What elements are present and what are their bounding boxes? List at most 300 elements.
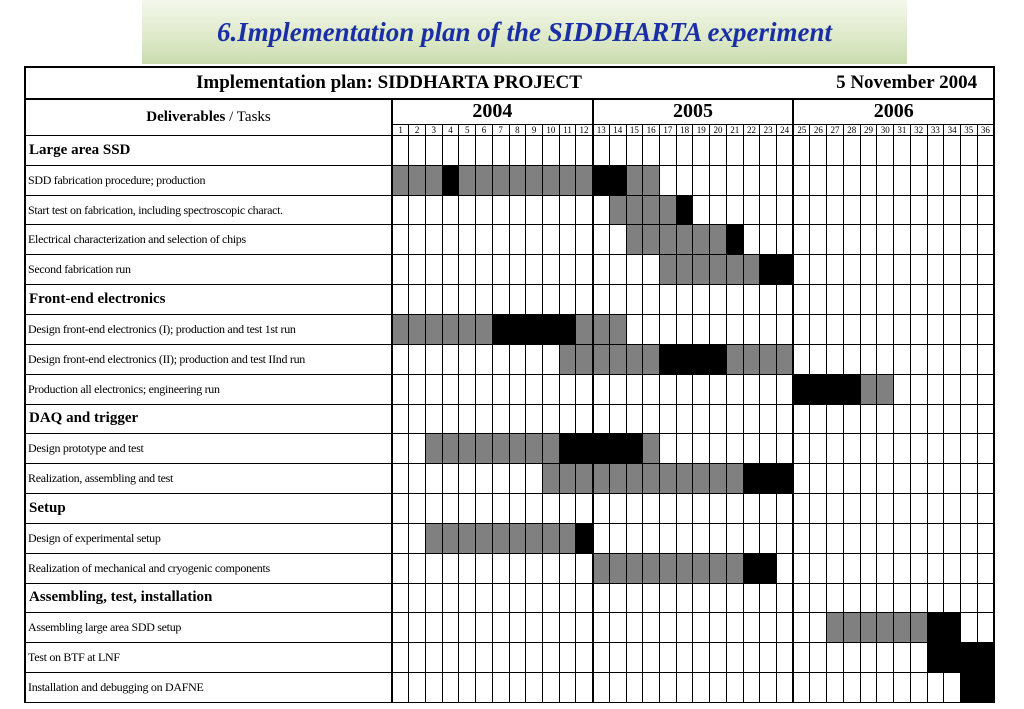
gantt-cell-m6 (476, 135, 493, 165)
gantt-cell-m5 (459, 165, 476, 195)
gantt-cell-m12 (576, 553, 593, 583)
gantt-cell-m26 (810, 255, 827, 285)
section-row (25, 583, 994, 613)
gantt-cell-m10 (542, 225, 559, 255)
gantt-cell-m18 (676, 165, 693, 195)
gantt-cell-m29 (860, 583, 877, 613)
gantt-cell-m24 (777, 314, 794, 344)
gantt-cell-m22 (743, 135, 760, 165)
gantt-cell-m25 (793, 344, 810, 374)
gantt-cell-m10 (542, 613, 559, 643)
gantt-cell-m31 (894, 523, 911, 553)
gantt-cell-m10 (542, 434, 559, 464)
gantt-cell-m13 (593, 643, 610, 673)
gantt-cell-m12 (576, 135, 593, 165)
gantt-cell-m10 (542, 195, 559, 225)
gantt-cell-m26 (810, 374, 827, 404)
gantt-cell-m27 (827, 314, 844, 344)
gantt-cell-m28 (843, 165, 860, 195)
gantt-cell-m11 (559, 195, 576, 225)
gantt-cell-m11 (559, 643, 576, 673)
gantt-cell-m34 (944, 434, 961, 464)
gantt-cell-m16 (643, 613, 660, 643)
month-2: 2 (409, 124, 426, 135)
month-22: 22 (743, 124, 760, 135)
gantt-cell-m10 (542, 494, 559, 524)
gantt-cell-m30 (877, 404, 894, 434)
gantt-cell-m26 (810, 404, 827, 434)
gantt-cell-m11 (559, 225, 576, 255)
gantt-cell-m33 (927, 583, 944, 613)
gantt-cell-m33 (927, 553, 944, 583)
gantt-cell-m2 (409, 135, 426, 165)
gantt-cell-m36 (977, 135, 994, 165)
gantt-cell-m24 (777, 464, 794, 494)
gantt-cell-m31 (894, 404, 911, 434)
gantt-cell-m6 (476, 195, 493, 225)
gantt-cell-m30 (877, 553, 894, 583)
gantt-cell-m22 (743, 285, 760, 315)
gantt-cell-m16 (643, 643, 660, 673)
gantt-cell-m9 (526, 523, 543, 553)
gantt-cell-m2 (409, 404, 426, 434)
gantt-cell-m18 (676, 523, 693, 553)
gantt-cell-m16 (643, 255, 660, 285)
gantt-cell-m28 (843, 404, 860, 434)
gantt-cell-m16 (643, 553, 660, 583)
gantt-cell-m1 (392, 553, 409, 583)
gantt-cell-m7 (492, 135, 509, 165)
gantt-cell-m2 (409, 374, 426, 404)
gantt-cell-m5 (459, 195, 476, 225)
gantt-cell-m4 (442, 494, 459, 524)
gantt-cell-m7 (492, 374, 509, 404)
gantt-cell-m3 (425, 285, 442, 315)
gantt-cell-m24 (777, 135, 794, 165)
gantt-cell-m4 (442, 255, 459, 285)
gantt-cell-m5 (459, 613, 476, 643)
gantt-cell-m16 (643, 523, 660, 553)
gantt-cell-m34 (944, 523, 961, 553)
gantt-cell-m31 (894, 673, 911, 703)
gantt-cell-m19 (693, 135, 710, 165)
gantt-cell-m13 (593, 225, 610, 255)
gantt-cell-m19 (693, 314, 710, 344)
gantt-cell-m1 (392, 225, 409, 255)
gantt-cell-m35 (960, 195, 977, 225)
gantt-cell-m36 (977, 553, 994, 583)
gantt-cell-m18 (676, 344, 693, 374)
gantt-cell-m13 (593, 404, 610, 434)
header-separator: / (225, 108, 237, 125)
gantt-cell-m35 (960, 494, 977, 524)
gantt-cell-m7 (492, 673, 509, 703)
gantt-cell-m23 (760, 404, 777, 434)
task-row (25, 225, 994, 255)
gantt-cell-m10 (542, 135, 559, 165)
gantt-cell-m36 (977, 643, 994, 673)
gantt-cell-m19 (693, 583, 710, 613)
task-label: Design of experimental setup (25, 523, 392, 553)
gantt-cell-m23 (760, 643, 777, 673)
task-row (25, 255, 994, 285)
gantt-cell-m12 (576, 464, 593, 494)
year-header-2005: 2005 (593, 99, 794, 124)
gantt-cell-m29 (860, 673, 877, 703)
gantt-cell-m27 (827, 523, 844, 553)
gantt-cell-m2 (409, 344, 426, 374)
gantt-cell-m25 (793, 673, 810, 703)
gantt-cell-m2 (409, 434, 426, 464)
gantt-cell-m12 (576, 583, 593, 613)
gantt-cell-m25 (793, 225, 810, 255)
month-9: 9 (526, 124, 543, 135)
gantt-cell-m27 (827, 135, 844, 165)
task-row (25, 464, 994, 494)
gantt-cell-m32 (910, 583, 927, 613)
gantt-cell-m7 (492, 195, 509, 225)
gantt-cell-m20 (710, 553, 727, 583)
month-26: 26 (810, 124, 827, 135)
gantt-cell-m36 (977, 583, 994, 613)
gantt-cell-m15 (626, 553, 643, 583)
gantt-cell-m3 (425, 314, 442, 344)
gantt-cell-m15 (626, 225, 643, 255)
gantt-cell-m30 (877, 613, 894, 643)
gantt-cell-m35 (960, 613, 977, 643)
gantt-cell-m27 (827, 255, 844, 285)
gantt-cell-m15 (626, 374, 643, 404)
gantt-cell-m35 (960, 523, 977, 553)
gantt-cell-m35 (960, 225, 977, 255)
gantt-cell-m19 (693, 643, 710, 673)
gantt-cell-m8 (509, 464, 526, 494)
gantt-cell-m32 (910, 344, 927, 374)
section-label: Assembling, test, installation (25, 583, 392, 613)
gantt-cell-m12 (576, 195, 593, 225)
gantt-cell-m7 (492, 314, 509, 344)
gantt-cell-m23 (760, 225, 777, 255)
gantt-cell-m10 (542, 344, 559, 374)
gantt-cell-m13 (593, 553, 610, 583)
gantt-cell-m34 (944, 344, 961, 374)
gantt-cell-m11 (559, 314, 576, 344)
gantt-cell-m17 (660, 613, 677, 643)
gantt-cell-m1 (392, 195, 409, 225)
gantt-cell-m19 (693, 374, 710, 404)
gantt-cell-m16 (643, 314, 660, 344)
gantt-cell-m1 (392, 583, 409, 613)
gantt-cell-m25 (793, 374, 810, 404)
gantt-cell-m15 (626, 195, 643, 225)
gantt-cell-m5 (459, 344, 476, 374)
section-label: Setup (25, 494, 392, 524)
gantt-cell-m14 (609, 165, 626, 195)
gantt-cell-m28 (843, 255, 860, 285)
task-row (25, 344, 994, 374)
gantt-cell-m34 (944, 613, 961, 643)
plan-title-cell (25, 67, 994, 99)
month-1: 1 (392, 124, 409, 135)
gantt-cell-m7 (492, 285, 509, 315)
gantt-cell-m26 (810, 195, 827, 225)
gantt-cell-m17 (660, 404, 677, 434)
gantt-cell-m28 (843, 583, 860, 613)
gantt-cell-m9 (526, 314, 543, 344)
gantt-cell-m12 (576, 494, 593, 524)
gantt-cell-m1 (392, 314, 409, 344)
gantt-cell-m29 (860, 374, 877, 404)
gantt-cell-m28 (843, 553, 860, 583)
gantt-cell-m5 (459, 673, 476, 703)
gantt-cell-m32 (910, 285, 927, 315)
gantt-cell-m6 (476, 344, 493, 374)
gantt-cell-m27 (827, 553, 844, 583)
gantt-cell-m31 (894, 225, 911, 255)
gantt-cell-m35 (960, 285, 977, 315)
gantt-cell-m26 (810, 464, 827, 494)
gantt-cell-m13 (593, 523, 610, 553)
gantt-cell-m32 (910, 553, 927, 583)
gantt-cell-m23 (760, 285, 777, 315)
gantt-cell-m10 (542, 673, 559, 703)
gantt-cell-m33 (927, 404, 944, 434)
gantt-cell-m1 (392, 135, 409, 165)
plan-date: 5 November 2004 (836, 72, 978, 93)
gantt-cell-m11 (559, 255, 576, 285)
task-label: Realization of mechanical and cryogenic components (25, 553, 392, 583)
gantt-cell-m23 (760, 613, 777, 643)
gantt-cell-m25 (793, 523, 810, 553)
gantt-cell-m11 (559, 135, 576, 165)
gantt-cell-m33 (927, 464, 944, 494)
gantt-cell-m10 (542, 165, 559, 195)
gantt-cell-m5 (459, 434, 476, 464)
gantt-cell-m9 (526, 135, 543, 165)
gantt-cell-m16 (643, 583, 660, 613)
gantt-cell-m8 (509, 494, 526, 524)
gantt-cell-m22 (743, 553, 760, 583)
gantt-cell-m13 (593, 135, 610, 165)
gantt-cell-m9 (526, 165, 543, 195)
gantt-cell-m2 (409, 553, 426, 583)
gantt-cell-m35 (960, 434, 977, 464)
gantt-cell-m23 (760, 195, 777, 225)
gantt-cell-m13 (593, 374, 610, 404)
month-28: 28 (843, 124, 860, 135)
gantt-cell-m26 (810, 285, 827, 315)
gantt-cell-m35 (960, 374, 977, 404)
gantt-cell-m4 (442, 404, 459, 434)
year-header-2006: 2006 (793, 99, 994, 124)
gantt-cell-m20 (710, 464, 727, 494)
gantt-cell-m9 (526, 374, 543, 404)
section-label: DAQ and trigger (25, 404, 392, 434)
gantt-cell-m1 (392, 404, 409, 434)
gantt-cell-m28 (843, 314, 860, 344)
gantt-cell-m21 (726, 434, 743, 464)
gantt-cell-m9 (526, 255, 543, 285)
gantt-cell-m8 (509, 374, 526, 404)
gantt-cell-m22 (743, 314, 760, 344)
gantt-cell-m14 (609, 464, 626, 494)
gantt-cell-m30 (877, 225, 894, 255)
gantt-cell-m10 (542, 553, 559, 583)
gantt-cell-m29 (860, 523, 877, 553)
gantt-cell-m36 (977, 434, 994, 464)
gantt-cell-m13 (593, 613, 610, 643)
gantt-cell-m23 (760, 314, 777, 344)
gantt-cell-m24 (777, 255, 794, 285)
gantt-cell-m29 (860, 434, 877, 464)
task-label: Electrical characterization and selection of chips (25, 225, 392, 255)
gantt-cell-m24 (777, 344, 794, 374)
section-row (25, 404, 994, 434)
gantt-cell-m2 (409, 523, 426, 553)
gantt-cell-m24 (777, 673, 794, 703)
gantt-cell-m17 (660, 285, 677, 315)
gantt-cell-m31 (894, 344, 911, 374)
gantt-cell-m12 (576, 344, 593, 374)
gantt-cell-m5 (459, 464, 476, 494)
gantt-cell-m7 (492, 643, 509, 673)
gantt-cell-m3 (425, 404, 442, 434)
gantt-cell-m14 (609, 553, 626, 583)
gantt-cell-m9 (526, 195, 543, 225)
task-row (25, 673, 994, 703)
gantt-cell-m22 (743, 643, 760, 673)
month-11: 11 (559, 124, 576, 135)
gantt-cell-m10 (542, 255, 559, 285)
gantt-cell-m30 (877, 195, 894, 225)
gantt-cell-m19 (693, 494, 710, 524)
gantt-cell-m17 (660, 165, 677, 195)
gantt-cell-m26 (810, 583, 827, 613)
gantt-cell-m19 (693, 553, 710, 583)
gantt-cell-m35 (960, 643, 977, 673)
gantt-cell-m8 (509, 165, 526, 195)
gantt-cell-m1 (392, 344, 409, 374)
gantt-cell-m4 (442, 314, 459, 344)
gantt-cell-m14 (609, 404, 626, 434)
deliverables-label: Deliverables (146, 108, 226, 125)
gantt-cell-m5 (459, 374, 476, 404)
gantt-cell-m21 (726, 464, 743, 494)
gantt-cell-m11 (559, 553, 576, 583)
gantt-cell-m28 (843, 374, 860, 404)
gantt-cell-m11 (559, 673, 576, 703)
gantt-cell-m10 (542, 464, 559, 494)
gantt-cell-m2 (409, 464, 426, 494)
gantt-cell-m10 (542, 314, 559, 344)
gantt-cell-m30 (877, 643, 894, 673)
gantt-cell-m14 (609, 344, 626, 374)
gantt-cell-m3 (425, 255, 442, 285)
gantt-cell-m5 (459, 583, 476, 613)
gantt-cell-m6 (476, 613, 493, 643)
gantt-cell-m33 (927, 135, 944, 165)
gantt-cell-m10 (542, 523, 559, 553)
gantt-cell-m22 (743, 673, 760, 703)
gantt-cell-m4 (442, 344, 459, 374)
gantt-cell-m15 (626, 583, 643, 613)
gantt-cell-m31 (894, 464, 911, 494)
gantt-cell-m32 (910, 523, 927, 553)
gantt-cell-m8 (509, 135, 526, 165)
gantt-cell-m33 (927, 165, 944, 195)
gantt-cell-m20 (710, 195, 727, 225)
gantt-cell-m27 (827, 195, 844, 225)
gantt-cell-m17 (660, 314, 677, 344)
gantt-cell-m34 (944, 494, 961, 524)
gantt-cell-m33 (927, 195, 944, 225)
gantt-cell-m7 (492, 165, 509, 195)
gantt-cell-m4 (442, 553, 459, 583)
gantt-cell-m23 (760, 494, 777, 524)
gantt-cell-m23 (760, 135, 777, 165)
gantt-cell-m2 (409, 285, 426, 315)
gantt-cell-m4 (442, 225, 459, 255)
gantt-cell-m21 (726, 583, 743, 613)
gantt-cell-m29 (860, 255, 877, 285)
gantt-cell-m21 (726, 285, 743, 315)
gantt-cell-m17 (660, 464, 677, 494)
gantt-cell-m19 (693, 464, 710, 494)
gantt-cell-m21 (726, 374, 743, 404)
plan-title-row (25, 67, 994, 99)
gantt-cell-m2 (409, 643, 426, 673)
gantt-cell-m12 (576, 673, 593, 703)
month-23: 23 (760, 124, 777, 135)
gantt-cell-m3 (425, 643, 442, 673)
gantt-cell-m36 (977, 165, 994, 195)
month-29: 29 (860, 124, 877, 135)
gantt-cell-m8 (509, 613, 526, 643)
gantt-cell-m34 (944, 553, 961, 583)
gantt-cell-m33 (927, 225, 944, 255)
gantt-cell-m36 (977, 523, 994, 553)
gantt-cell-m34 (944, 583, 961, 613)
gantt-cell-m9 (526, 494, 543, 524)
gantt-cell-m16 (643, 494, 660, 524)
gantt-cell-m30 (877, 523, 894, 553)
gantt-cell-m6 (476, 255, 493, 285)
gantt-cell-m9 (526, 464, 543, 494)
gantt-cell-m8 (509, 643, 526, 673)
gantt-cell-m20 (710, 673, 727, 703)
gantt-cell-m3 (425, 195, 442, 225)
gantt-cell-m31 (894, 255, 911, 285)
gantt-cell-m17 (660, 135, 677, 165)
gantt-cell-m7 (492, 613, 509, 643)
gantt-cell-m20 (710, 225, 727, 255)
gantt-cell-m22 (743, 225, 760, 255)
gantt-cell-m32 (910, 314, 927, 344)
gantt-cell-m4 (442, 673, 459, 703)
gantt-cell-m17 (660, 553, 677, 583)
gantt-cell-m15 (626, 613, 643, 643)
gantt-cell-m29 (860, 494, 877, 524)
gantt-cell-m21 (726, 613, 743, 643)
gantt-cell-m16 (643, 165, 660, 195)
gantt-cell-m28 (843, 643, 860, 673)
task-label: SDD fabrication procedure; production (25, 165, 392, 195)
gantt-cell-m12 (576, 374, 593, 404)
gantt-cell-m1 (392, 165, 409, 195)
gantt-cell-m1 (392, 643, 409, 673)
gantt-cell-m26 (810, 613, 827, 643)
gantt-cell-m9 (526, 344, 543, 374)
